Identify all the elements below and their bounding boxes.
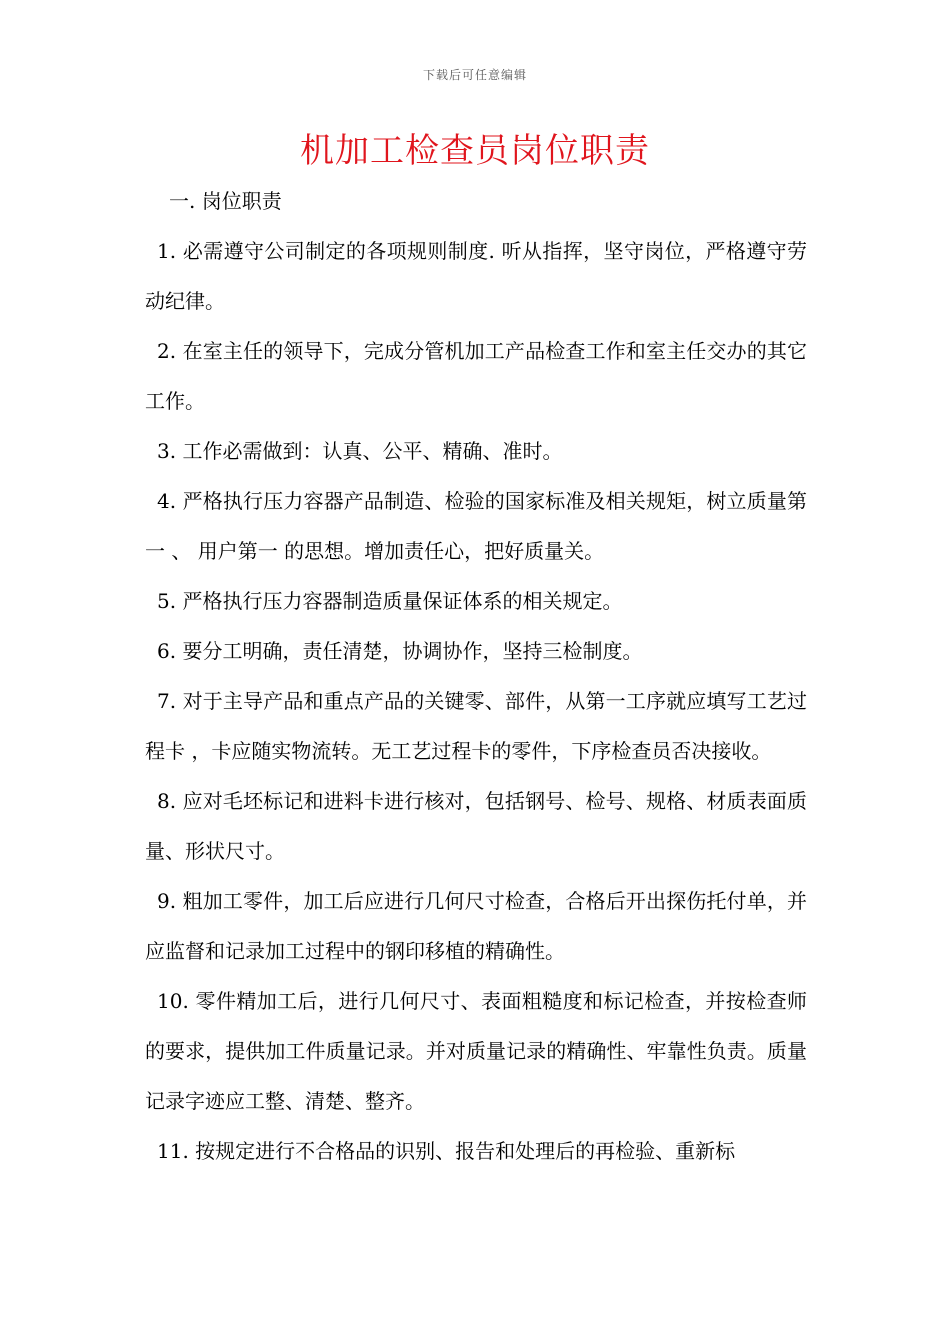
duty-item-7: 7. 对于主导产品和重点产品的关键零、部件，从第一工序就应填写工艺过程卡 ，卡应随实物流转。无工艺过程卡的零件，下序检查员否决接收。 xyxy=(145,689,807,763)
duty-item-10: 10. 零件精加工后，进行几何尺寸、表面粗糙度和标记检查，并按检查师的要求，提供加工件质量记录。并对质量记录的精确性、牢靠性负责。质量记录字迹应工整、清楚、整齐。 xyxy=(145,989,807,1113)
document-title: 机加工检查员岗位职责 xyxy=(300,131,650,171)
duty-item-4: 4. 严格执行压力容器产品制造、检验的国家标准及相关规矩，树立质量第一 、 用户第一 的思想。增加责任心，把好质量关。 xyxy=(145,489,807,563)
duty-item-2: 2. 在室主任的领导下，完成分管机加工产品检查工作和室主任交办的其它工作。 xyxy=(145,339,807,413)
duty-item-11: 11. 按规定进行不合格品的识别、报告和处理后的再检验、重新标 xyxy=(157,1139,736,1163)
duty-item-1: 1. 必需遵守公司制定的各项规则制度. 听从指挥，坚守岗位，严格遵守劳动纪律。 xyxy=(145,239,807,313)
section-heading: 一. 岗位职责 xyxy=(169,189,282,213)
duty-item-3: 3. 工作必需做到：认真、公平、精确、准时。 xyxy=(157,439,563,463)
duty-item-6: 6. 要分工明确，责任清楚，协调协作，坚持三检制度。 xyxy=(157,639,643,663)
header-note: 下载后可任意编辑 xyxy=(422,68,527,82)
document-body xyxy=(145,176,807,1176)
duty-item-9: 9. 粗加工零件，加工后应进行几何尺寸检查，合格后开出探伤托付单，并应监督和记录加工过程中的钢印移植的精确性。 xyxy=(145,889,807,963)
duty-item-8: 8. 应对毛坯标记和进料卡进行核对，包括钢号、检号、规格、材质表面质量、形状尺寸。 xyxy=(145,789,807,863)
duty-item-5: 5. 严格执行压力容器制造质量保证体系的相关规定。 xyxy=(157,589,623,613)
